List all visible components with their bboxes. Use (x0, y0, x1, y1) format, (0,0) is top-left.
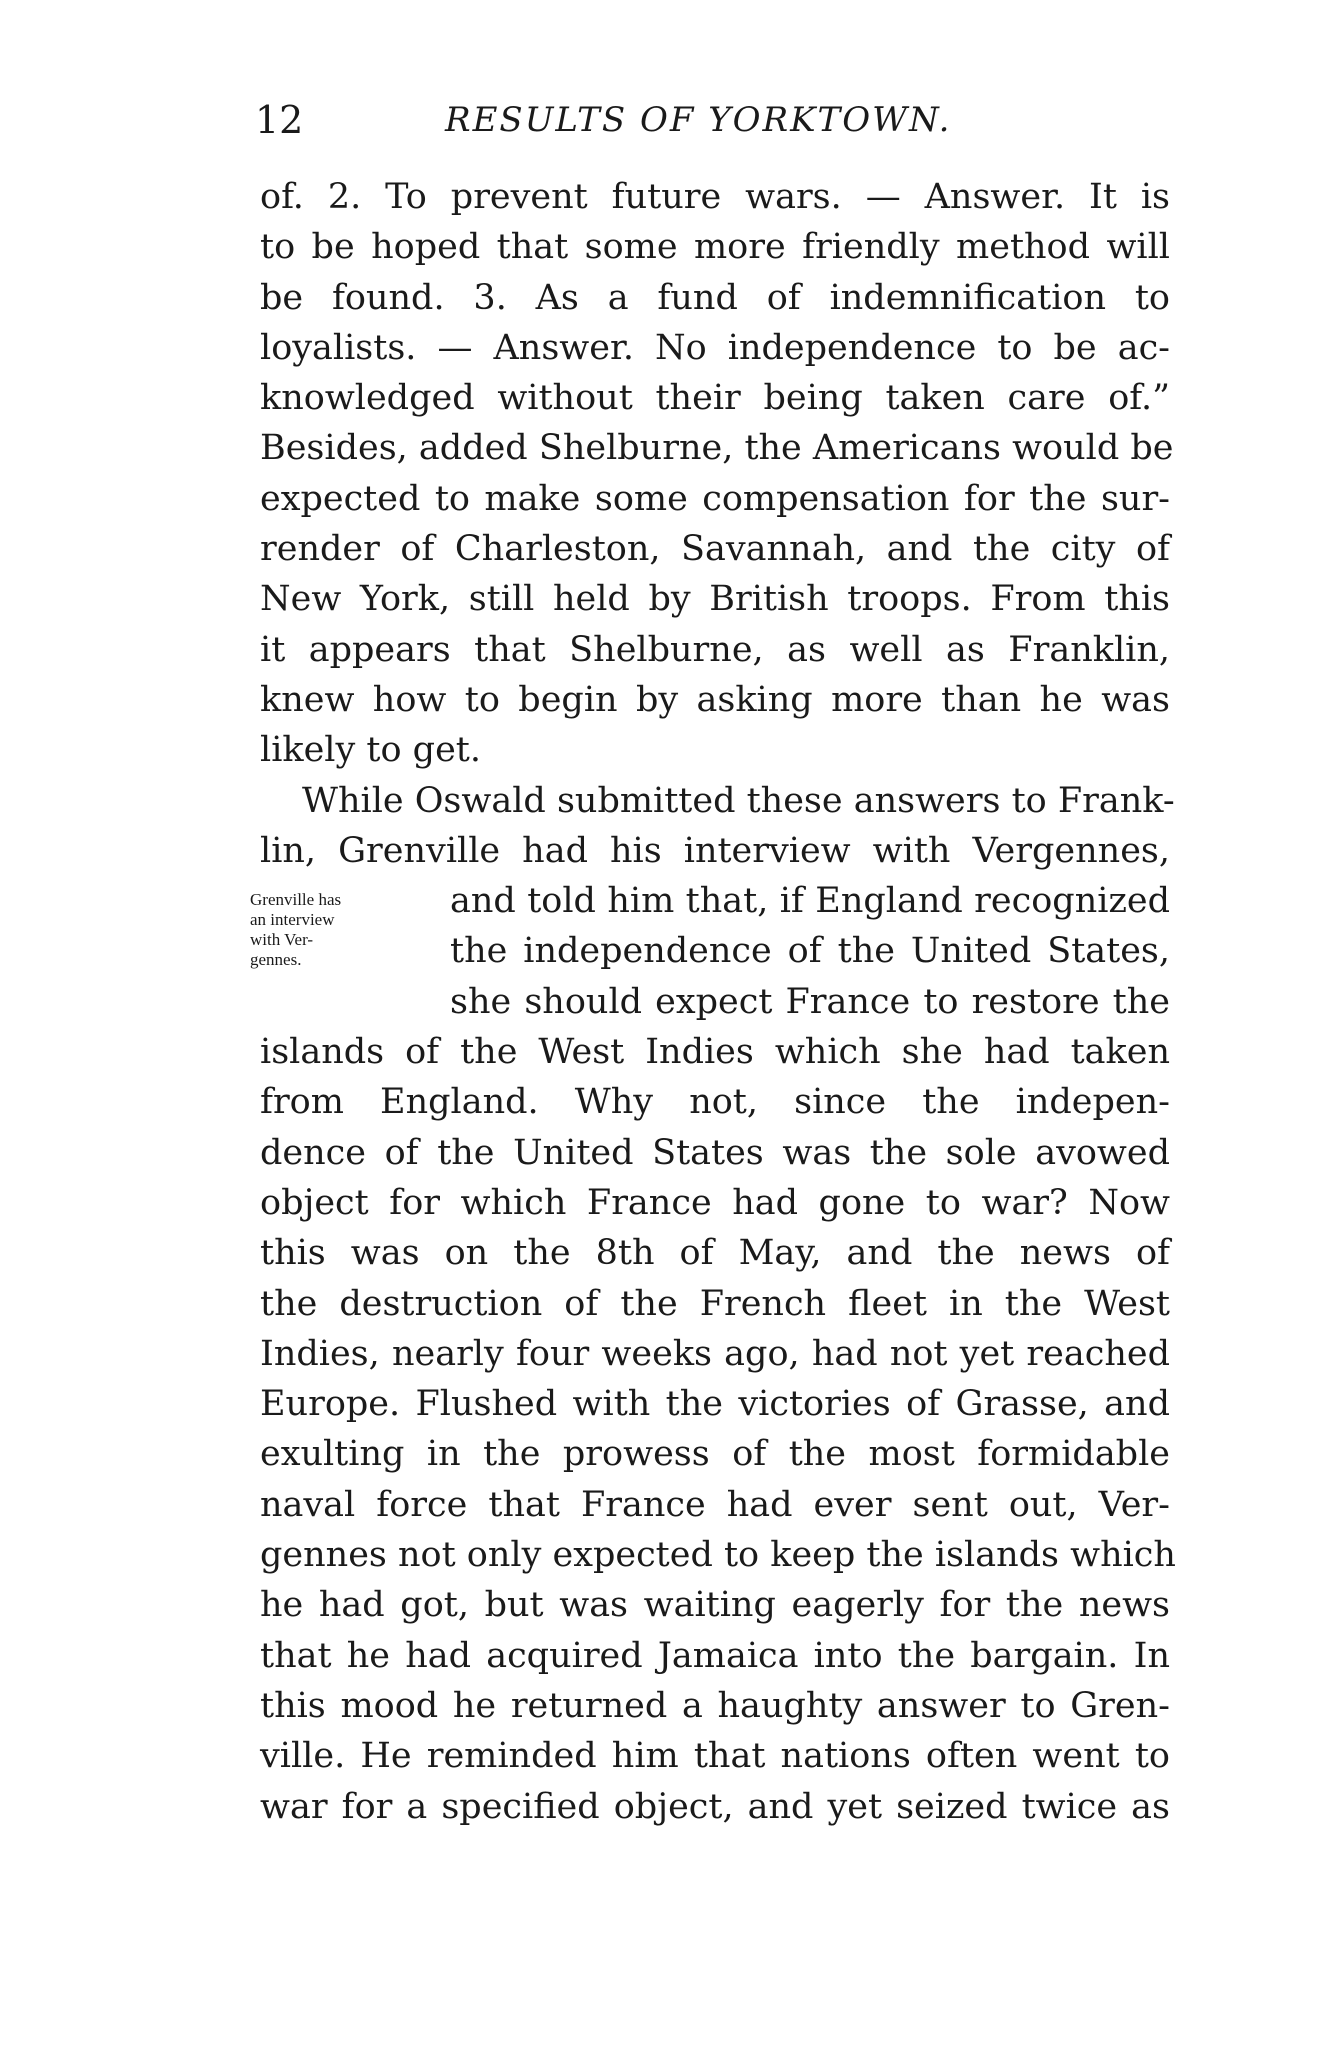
text-line: New York, still held by British troops. From this (260, 579, 1170, 620)
page-number: 12 (255, 98, 304, 142)
text-line: the destruction of the French fleet in the West (260, 1283, 1170, 1324)
text-line: and told him that, if England recognized (450, 881, 1170, 922)
text-line: knowledged without their being taken care of.” (260, 378, 1170, 419)
text-line: war for a specified object, and yet seized twice as (260, 1786, 1170, 1827)
text-line: Indies, nearly four weeks ago, had not yet reached (260, 1333, 1170, 1374)
text-line: this was on the 8th of May, and the news of (260, 1233, 1170, 1274)
text-line: islands of the West Indies which she had taken (260, 1032, 1170, 1073)
text-line: ville. He reminded him that nations often went to (260, 1736, 1170, 1777)
text-line: to be hoped that some more friendly method will (260, 227, 1170, 268)
text-line: that he had acquired Jamaica into the bargain. In (260, 1635, 1170, 1676)
text-line: object for which France had gone to war? Now (260, 1182, 1170, 1223)
body-text (260, 172, 1176, 1832)
text-line: this mood he returned a haughty answer to Gren- (260, 1685, 1170, 1726)
text-line: she should expect France to restore the (450, 981, 1170, 1022)
text-line: loyalists. — Answer. No independence to be ac- (260, 327, 1170, 368)
text-line: naval force that France had ever sent out, Ver- (260, 1484, 1170, 1525)
text-line: expected to make some compensation for the sur- (260, 478, 1170, 519)
margin-note-line: with Ver- (250, 930, 314, 949)
text-line: Europe. Flushed with the victories of Grasse, and (260, 1384, 1170, 1425)
text-line: the independence of the United States, (450, 931, 1170, 972)
margin-note-line: Grenville has (250, 890, 342, 909)
page-header (255, 92, 1175, 148)
text-line: render of Charleston, Savannah, and the city of (260, 529, 1170, 570)
text-line: from England. Why not, since the indepen- (260, 1082, 1170, 1123)
text-line: he had got, but was waiting eagerly for the news (260, 1585, 1170, 1626)
text-line: dence of the United States was the sole avowed (260, 1132, 1170, 1173)
text-line: likely to get. (260, 730, 481, 771)
text-line: gennes not only expected to keep the islands which (260, 1535, 1176, 1576)
text-line: knew how to begin by asking more than he was (260, 679, 1170, 720)
margin-note-line: gennes. (250, 950, 302, 969)
text-line: exulting in the prowess of the most formidable (260, 1434, 1170, 1475)
text-line: lin, Grenville had his interview with Vergennes, (260, 830, 1170, 871)
text-line: it appears that Shelburne, as well as Franklin, (260, 629, 1170, 670)
text-line: Besides, added Shelburne, the Americans would be (260, 428, 1174, 469)
text-line: While Oswald submitted these answers to Frank- (302, 780, 1175, 821)
text-line: of. 2. To prevent future wars. — Answer. It is (260, 177, 1170, 217)
text-line: be found. 3. As a fund of indemnification to (260, 277, 1170, 318)
margin-note-line: an interview (250, 910, 335, 929)
running-head: RESULTS OF YORKTOWN. (445, 100, 952, 140)
